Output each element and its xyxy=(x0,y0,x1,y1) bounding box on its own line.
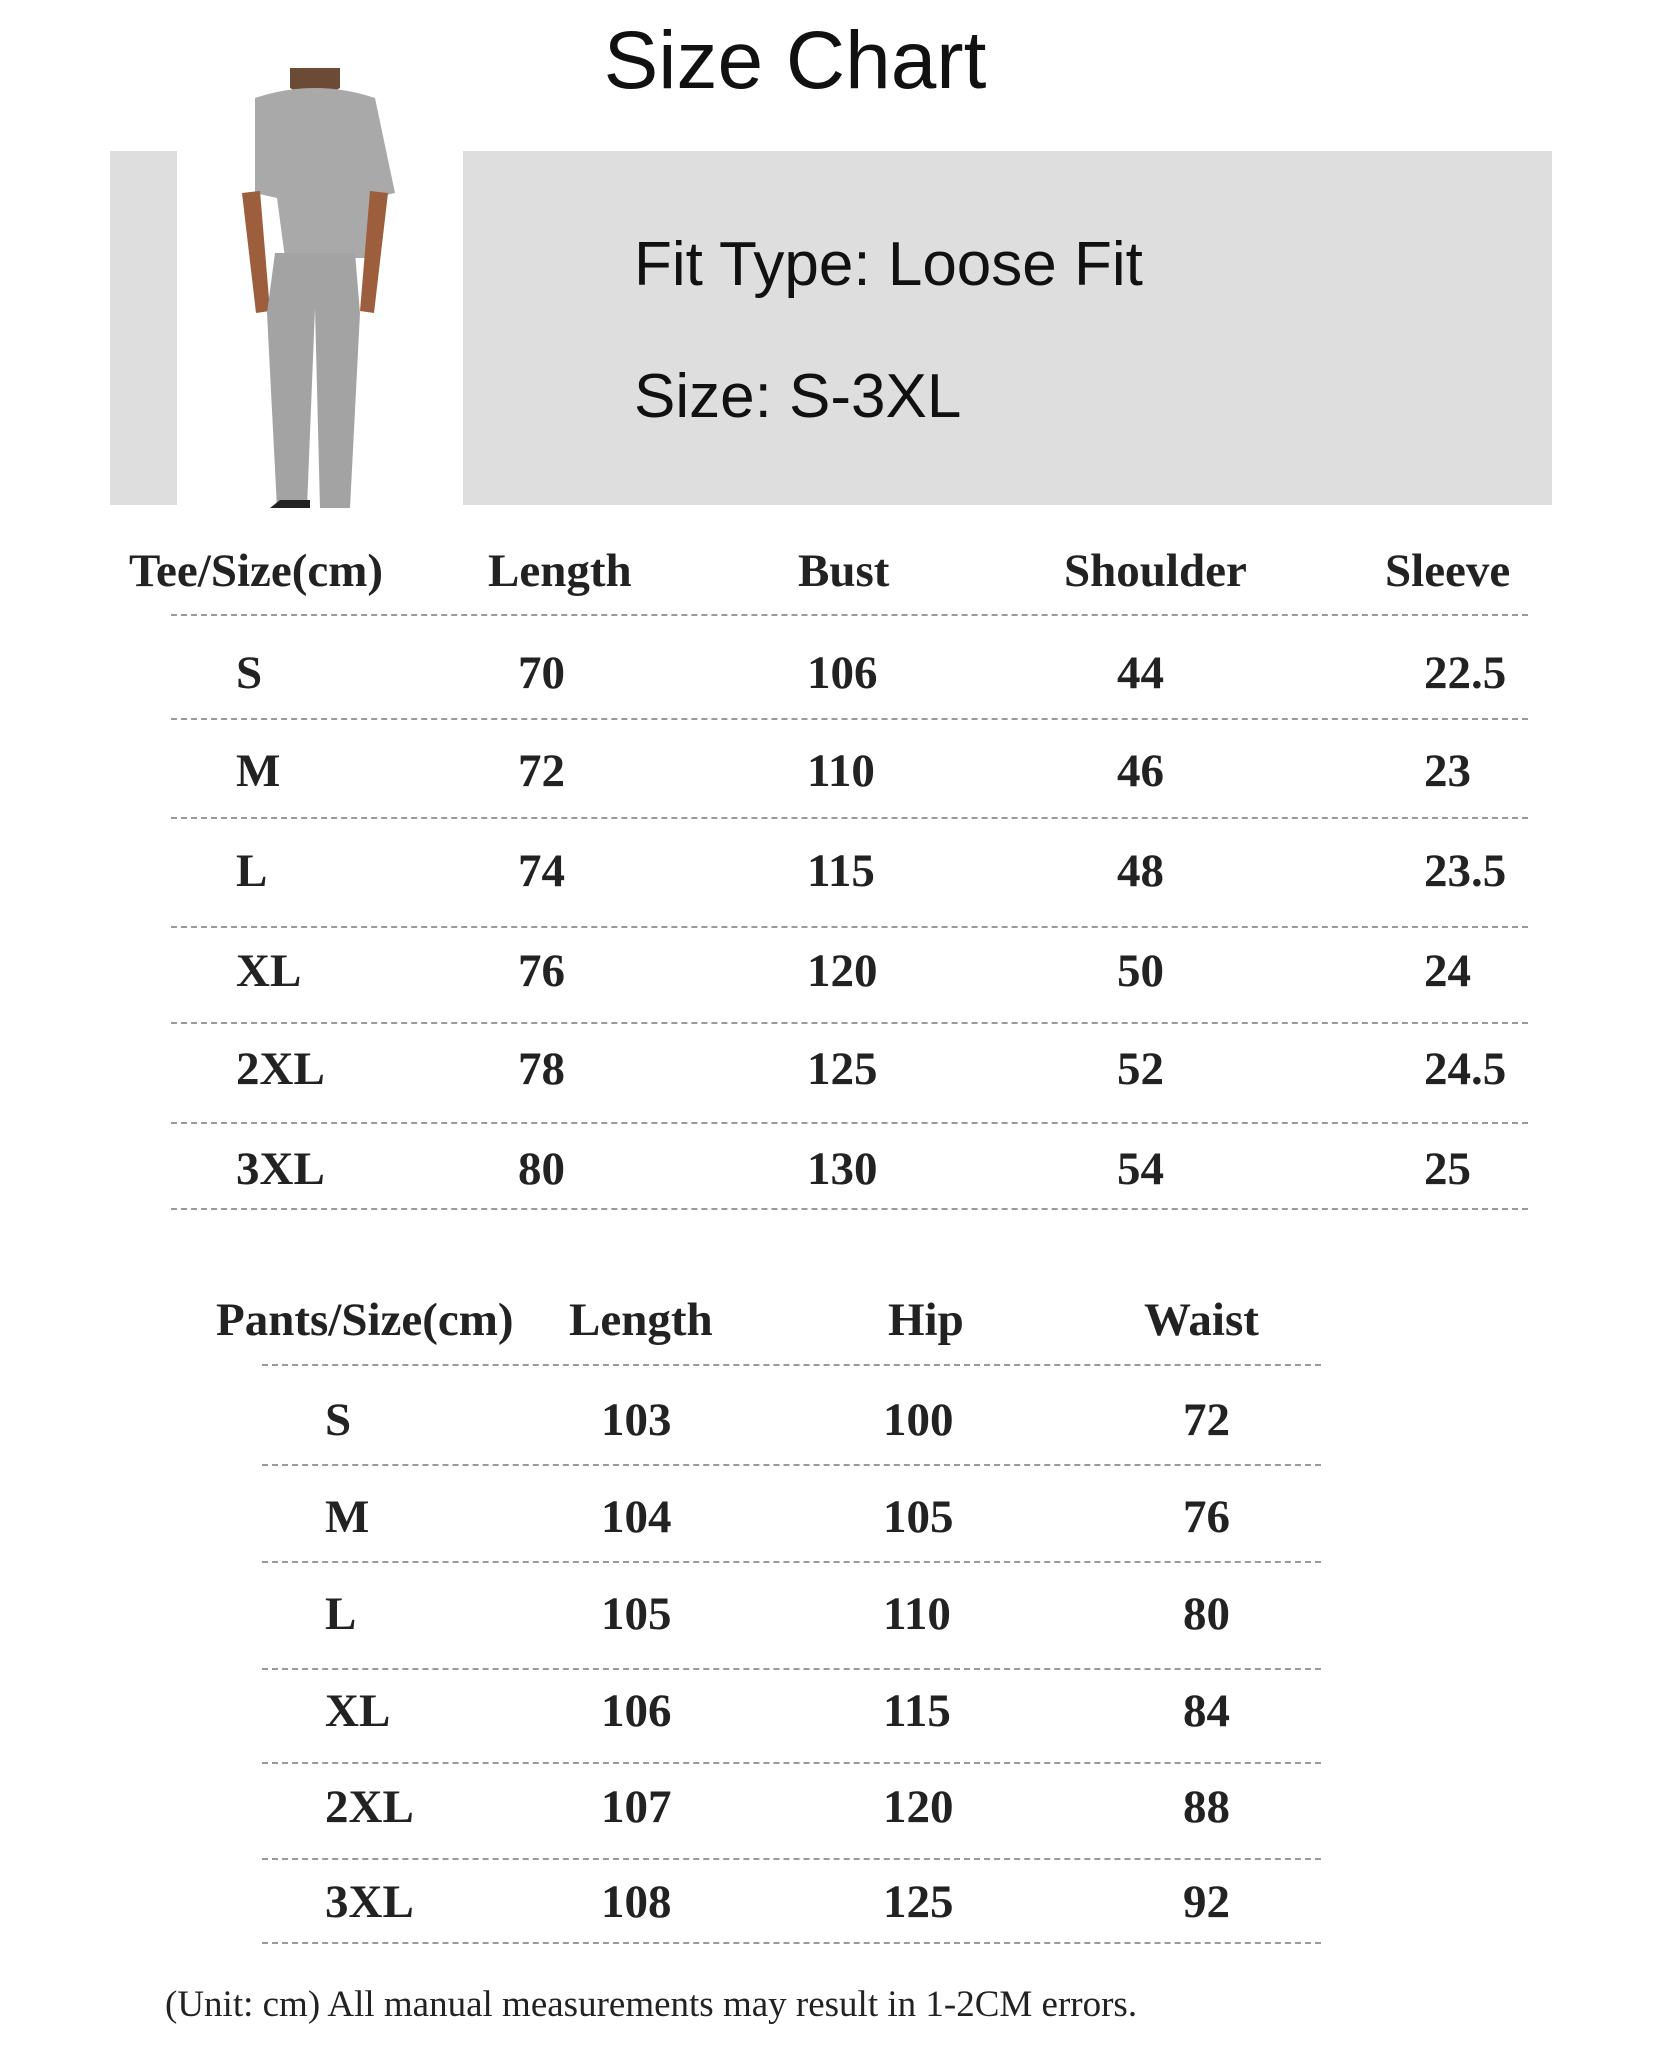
value-cell: 107 xyxy=(601,1781,672,1833)
value-cell: 24 xyxy=(1424,945,1471,997)
value-cell: 106 xyxy=(807,647,878,699)
value-cell: 22.5 xyxy=(1424,647,1507,699)
row-divider xyxy=(171,1022,1528,1024)
row-divider xyxy=(262,1858,1321,1860)
value-cell: 110 xyxy=(807,745,875,797)
value-cell: 92 xyxy=(1183,1876,1230,1928)
value-cell: 115 xyxy=(807,845,875,897)
size-cell: L xyxy=(325,1588,357,1640)
value-cell: 105 xyxy=(883,1491,954,1543)
column-header: Tee/Size(cm) xyxy=(129,545,384,597)
row-divider xyxy=(171,1122,1528,1124)
value-cell: 103 xyxy=(601,1394,672,1446)
column-header: Length xyxy=(569,1294,713,1346)
size-cell: 3XL xyxy=(325,1876,414,1928)
value-cell: 76 xyxy=(518,945,565,997)
value-cell: 54 xyxy=(1117,1143,1164,1195)
row-divider xyxy=(262,1561,1321,1563)
value-cell: 24.5 xyxy=(1424,1043,1507,1095)
row-divider xyxy=(262,1942,1321,1944)
row-divider xyxy=(262,1364,1321,1366)
value-cell: 115 xyxy=(883,1685,951,1737)
column-header: Length xyxy=(488,545,632,597)
value-cell: 50 xyxy=(1117,945,1164,997)
row-divider xyxy=(171,926,1528,928)
decorative-panel xyxy=(110,151,177,505)
size-cell: M xyxy=(325,1491,370,1543)
value-cell: 70 xyxy=(518,647,565,699)
value-cell: 88 xyxy=(1183,1781,1230,1833)
column-header: Shoulder xyxy=(1064,545,1247,597)
value-cell: 25 xyxy=(1424,1143,1471,1195)
value-cell: 104 xyxy=(601,1491,672,1543)
page-title: Size Chart xyxy=(603,15,987,106)
size-cell: M xyxy=(236,745,281,797)
size-cell: XL xyxy=(236,945,302,997)
column-header: Hip xyxy=(888,1294,964,1346)
value-cell: 76 xyxy=(1183,1491,1230,1543)
size-cell: 2XL xyxy=(325,1781,414,1833)
size-cell: S xyxy=(325,1394,352,1446)
size-cell: 2XL xyxy=(236,1043,325,1095)
column-header: Pants/Size(cm) xyxy=(216,1294,514,1346)
value-cell: 72 xyxy=(518,745,565,797)
row-divider xyxy=(171,718,1528,720)
size-range-text: Size: S-3XL xyxy=(634,362,962,431)
value-cell: 80 xyxy=(518,1143,565,1195)
value-cell: 44 xyxy=(1117,647,1164,699)
size-cell: XL xyxy=(325,1685,391,1737)
value-cell: 125 xyxy=(883,1876,954,1928)
size-cell: L xyxy=(236,845,268,897)
value-cell: 100 xyxy=(883,1394,954,1446)
row-divider xyxy=(171,817,1528,819)
value-cell: 125 xyxy=(807,1043,878,1095)
value-cell: 120 xyxy=(807,945,878,997)
info-panel xyxy=(463,151,1552,505)
fit-type-text: Fit Type: Loose Fit xyxy=(634,230,1143,299)
value-cell: 106 xyxy=(601,1685,672,1737)
value-cell: 52 xyxy=(1117,1043,1164,1095)
value-cell: 108 xyxy=(601,1876,672,1928)
value-cell: 46 xyxy=(1117,745,1164,797)
model-photo xyxy=(220,68,410,508)
size-cell: S xyxy=(236,647,263,699)
value-cell: 80 xyxy=(1183,1588,1230,1640)
value-cell: 105 xyxy=(601,1588,672,1640)
row-divider xyxy=(262,1464,1321,1466)
value-cell: 72 xyxy=(1183,1394,1230,1446)
value-cell: 130 xyxy=(807,1143,878,1195)
value-cell: 48 xyxy=(1117,845,1164,897)
value-cell: 23.5 xyxy=(1424,845,1507,897)
row-divider xyxy=(171,614,1528,616)
value-cell: 110 xyxy=(883,1588,951,1640)
row-divider xyxy=(171,1208,1528,1210)
column-header: Bust xyxy=(798,545,890,597)
size-cell: 3XL xyxy=(236,1143,325,1195)
value-cell: 78 xyxy=(518,1043,565,1095)
row-divider xyxy=(262,1668,1321,1670)
value-cell: 120 xyxy=(883,1781,954,1833)
value-cell: 74 xyxy=(518,845,565,897)
column-header: Waist xyxy=(1144,1294,1259,1346)
column-header: Sleeve xyxy=(1385,545,1511,597)
value-cell: 23 xyxy=(1424,745,1471,797)
row-divider xyxy=(262,1762,1321,1764)
footnote: (Unit: cm) All manual measurements may result in 1-2CM errors. xyxy=(165,1984,1138,2025)
value-cell: 84 xyxy=(1183,1685,1230,1737)
